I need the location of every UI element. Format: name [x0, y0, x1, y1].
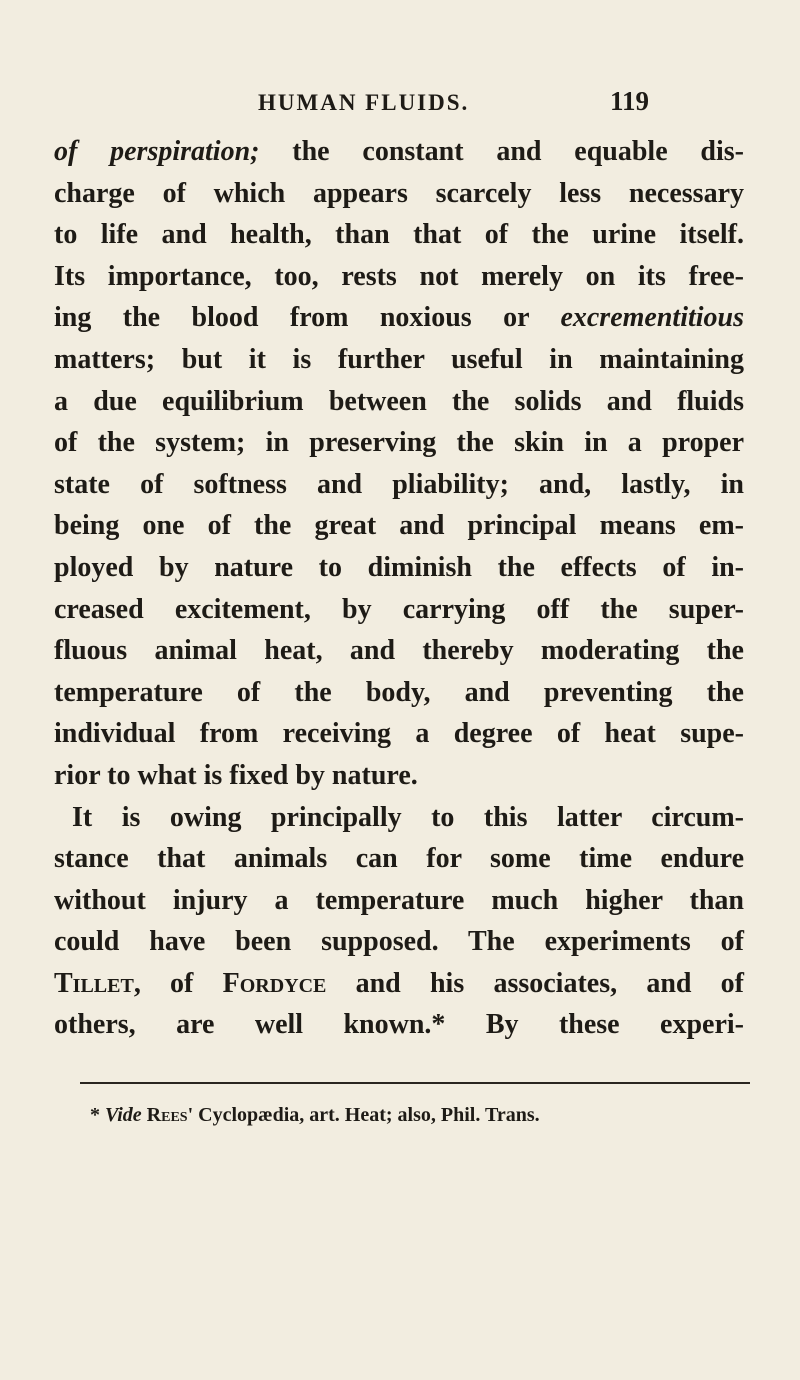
text-line — [54, 547, 744, 589]
text-segment: ployed by nature to diminish the effects of in- — [54, 551, 744, 583]
text-line — [54, 464, 744, 506]
text-segment: It is owing principally to this latter circum- — [72, 801, 744, 833]
text-line — [54, 630, 744, 672]
text-line — [54, 797, 744, 839]
text-line — [54, 173, 744, 215]
text-segment: ing the blood from noxious or — [54, 302, 561, 334]
text-segment: Its importance, too, rests not merely on its free- — [54, 260, 744, 292]
text-segment: rior to what is fixed by nature. — [54, 759, 418, 791]
text-segment: stance that animals can for some time endure — [54, 843, 744, 875]
body-text — [54, 131, 744, 1046]
text-segment: matters; but it is further useful in maintaining — [54, 343, 744, 375]
text-segment: temperature of the body, and preventing the — [54, 676, 744, 708]
text-segment: and his associates, and of — [326, 967, 745, 999]
text-segment: , of — [133, 967, 223, 999]
text-segment: Fordyce — [222, 967, 327, 999]
text-segment: creased excitement, by carrying off the super- — [54, 593, 744, 625]
text-line — [54, 921, 744, 963]
text-line — [54, 505, 744, 547]
text-segment: others, are well known.* By these experi- — [54, 1009, 744, 1041]
text-line — [54, 381, 744, 423]
text-segment: fluous animal heat, and thereby moderating the — [54, 635, 744, 667]
text-segment: excrementitious — [560, 302, 744, 334]
text-line — [54, 672, 744, 714]
running-head: HUMAN FLUIDS. — [258, 90, 470, 115]
text-segment: without injury a temperature much higher than — [54, 884, 744, 916]
text-line — [54, 422, 744, 464]
text-segment: of perspiration; — [54, 136, 260, 167]
text-line — [54, 339, 744, 381]
text-line — [54, 131, 744, 173]
text-line — [54, 963, 744, 1005]
text-line — [54, 880, 744, 922]
text-segment: to life and health, than that of the urine itself. — [54, 219, 744, 251]
text-segment: being one of the great and principal means em- — [54, 510, 744, 542]
text-line — [54, 713, 744, 755]
text-segment: individual from receiving a degree of heat supe- — [54, 718, 744, 750]
text-line — [54, 256, 744, 298]
text-line — [54, 214, 744, 256]
page-header — [0, 86, 800, 126]
footnote-rule — [80, 1082, 750, 1084]
footnote — [90, 1104, 730, 1127]
text-line — [54, 838, 744, 880]
text-line — [54, 297, 744, 339]
page-number: 119 — [610, 86, 650, 116]
text-segment: Rees' — [146, 1104, 194, 1126]
text-segment: could have been supposed. The experiments of — [54, 926, 744, 958]
text-segment: of the system; in preserving the skin in a proper — [54, 427, 744, 459]
text-segment: a due equilibrium between the solids and fluids — [54, 385, 744, 417]
text-segment: * — [90, 1104, 105, 1126]
text-segment: charge of which appears scarcely less necessary — [54, 177, 744, 209]
text-line — [54, 1004, 744, 1046]
text-segment: state of softness and pliability; and, lastly, in — [54, 468, 744, 500]
text-segment: Cyclopædia, art. Heat; also, Phil. Trans. — [193, 1104, 540, 1126]
text-segment: Vide — [105, 1104, 142, 1126]
text-line — [54, 589, 744, 631]
text-segment: the constant and equable dis- — [259, 136, 744, 167]
text-segment: Tillet — [54, 967, 134, 999]
text-line — [54, 755, 744, 797]
